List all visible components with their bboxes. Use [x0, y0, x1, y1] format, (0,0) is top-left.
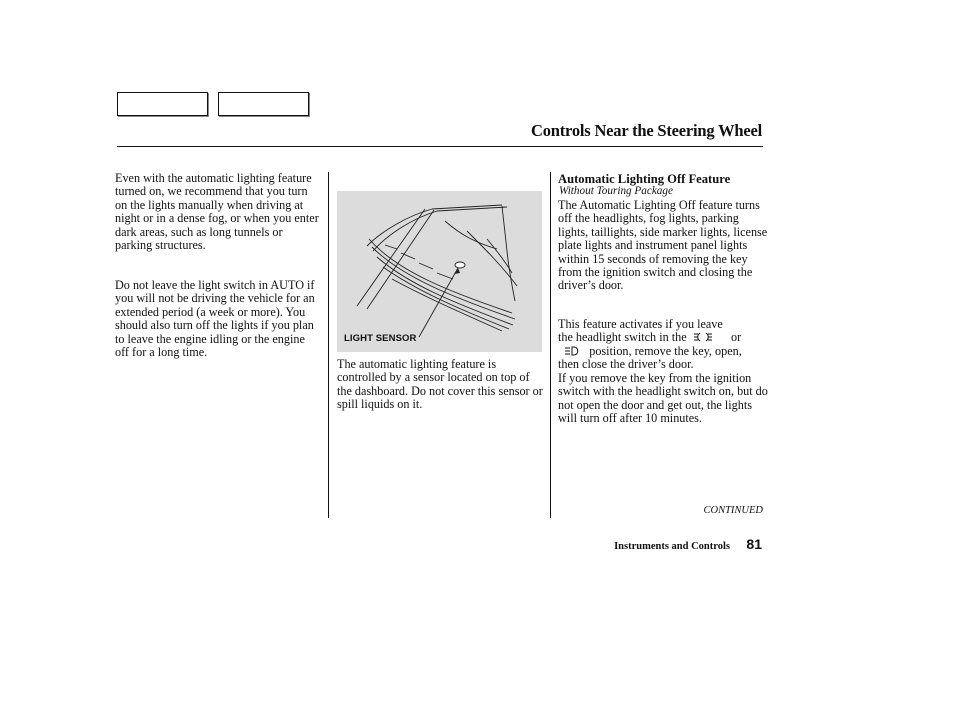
column-divider [328, 172, 329, 518]
activation-line: then close the driver’s door. [558, 357, 694, 372]
dashboard-drawing [337, 191, 542, 352]
section-heading: Automatic Lighting Off Feature [558, 172, 731, 186]
activation-text: the headlight switch in the [558, 330, 687, 345]
timeout-paragraph: If you remove the key from the ignition switch with the headlight switch on, but do not open the door and get out, the lights will turn off after 10 minutes. [558, 371, 768, 426]
page-number: 81 [746, 536, 762, 552]
activation-text: or [731, 330, 742, 345]
parking-lights-icon [693, 332, 713, 342]
nav-button-next[interactable] [218, 92, 309, 116]
headlight-icon [564, 346, 580, 356]
sensor-paragraph: The automatic lighting feature is controlled by a sensor located on top of the dashboard. Do not cover this sensor or spill liquids on it. [337, 357, 543, 412]
section-subheading: Without Touring Package [559, 185, 673, 197]
activation-paragraph [558, 318, 770, 372]
page-title: Controls Near the Steering Wheel [531, 121, 762, 140]
activation-line-icons [558, 345, 770, 358]
intro-paragraph: Even with the automatic lighting feature turned on, we recommend that you turn on the lights manually when driving at night or in a dense fog, or when you enter dark areas, such as long tunnels or parking structures. [115, 171, 319, 253]
sensor-leader-line [419, 268, 458, 337]
title-divider [117, 146, 763, 147]
dashboard-sensor-illustration [337, 191, 542, 352]
light-sensor-mark [455, 262, 465, 268]
activation-line-icons [558, 331, 770, 344]
footer-section-title: Instruments and Controls [614, 541, 730, 552]
activation-line: This feature activates if you leave [558, 317, 723, 331]
auto-warning-paragraph: Do not leave the light switch in AUTO if you will not be driving the vehicle for an extended period (a week or more). You should also turn off the lights if you plan to leave the engine idling or the engine off for a long time. [115, 278, 315, 360]
light-sensor-label: LIGHT SENSOR [344, 333, 417, 344]
activation-text: position, remove the key, open, [589, 343, 742, 358]
nav-button-previous[interactable] [117, 92, 208, 116]
column-divider [550, 172, 551, 518]
continued-label: CONTINUED [703, 505, 763, 516]
auto-off-description: The Automatic Lighting Off feature turns off the headlights, fog lights, parking lights, taillights, side marker lights, license plate lights and instrument panel lights within 15 seconds of removing the key from the ignition switch and closing the driver’s door. [558, 198, 768, 293]
